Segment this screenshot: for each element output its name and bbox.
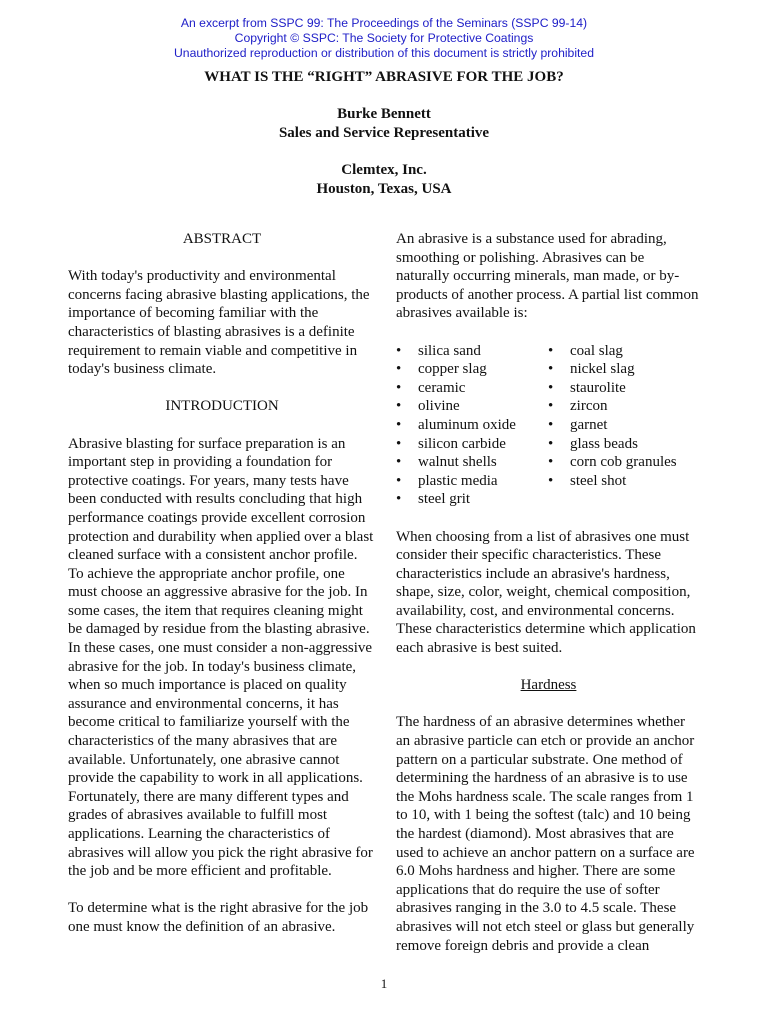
- introduction-paragraph: Abrasive blasting for surface preparation is an important step in providing a foundation for protective coatings. For years, many tests have been conducted with results concluding that high performance coatings provide excellent corrosion protection and durability when applied over a blast cleaned surface with a consistent anchor profile. To achieve the appropriate anchor profile, one must choose an aggressive abrasive for the job. In some cases, the item that requires cleaning might be damaged by residue from the blasting abrasive. In these cases, one must consider a non-aggressive abrasive for the job. In today's business climate, when so much importance is placed on quality assurance and environmental concerns, it has become critical to familiarize yourself with the characteristics of the many abrasives that are available. Unfortunately, one abrasive cannot provide the capability to work in all applications. Fortunately, there are many different types and grades of abrasives available to fulfill most applications. Learning the characteristics of abrasives will allow you pick the right abrasive for the job and be more efficient and profitable.: [68, 435, 374, 880]
- definition-paragraph-start: To determine what is the right abrasive for the job one must know the definition of an abrasive.: [68, 900, 369, 935]
- header-line-3: Unauthorized reproduction or distribution of this document is strictly prohibited: [173, 46, 594, 60]
- affiliation-location: Houston, Texas, USA: [316, 181, 452, 197]
- list-item: • nickel slag: [548, 361, 635, 378]
- bullet-icon: •: [548, 379, 554, 396]
- abstract-paragraph: With today's productivity and environmental concerns facing abrasive blasting applications, the importance of becoming familiar with the characteristics of blasting abrasives is a definite requirement to remain viable and competitive in today's business climate.: [68, 268, 370, 378]
- left-column: [68, 230, 376, 955]
- introduction-heading: INTRODUCTION: [165, 398, 279, 415]
- list-item: • steel grit: [396, 491, 471, 508]
- author-block: [0, 105, 768, 143]
- bullet-icon: •: [396, 491, 402, 508]
- list-item: • olivine: [396, 398, 460, 415]
- bullet-icon: •: [548, 435, 554, 452]
- bullet-icon: •: [396, 454, 402, 471]
- page-number: 1: [380, 976, 388, 991]
- bullet-icon: •: [396, 398, 402, 415]
- list-item: • glass beads: [548, 435, 638, 452]
- list-item: • ceramic: [396, 379, 466, 396]
- bullet-icon: •: [396, 435, 402, 452]
- bullet-icon: •: [396, 361, 402, 378]
- list-item: • plastic media: [396, 472, 498, 489]
- bullet-icon: •: [396, 472, 402, 489]
- bullet-icon: •: [548, 361, 554, 378]
- list-item: • silicon carbide: [396, 435, 506, 452]
- copyright-header: [0, 16, 768, 61]
- affiliation-company: Clemtex, Inc.: [341, 162, 427, 178]
- abstract-heading: ABSTRACT: [182, 231, 262, 247]
- list-item: • zircon: [548, 398, 608, 415]
- abrasive-list: [396, 342, 701, 509]
- hardness-heading: [396, 676, 701, 695]
- bullet-icon: •: [396, 416, 402, 433]
- list-item: • garnet: [548, 416, 608, 433]
- right-column: [396, 230, 701, 974]
- list-item: • steel shot: [548, 472, 627, 489]
- bullet-icon: •: [548, 416, 554, 433]
- abrasive-list-right: [548, 342, 677, 509]
- abrasive-list-left: [396, 342, 548, 509]
- hardness-paragraph: The hardness of an abrasive determines whether an abrasive particle can etch or provide an anchor pattern on a particular substrate. One method of determining the hardness of an abrasive is to use the Mohs hardness scale. The scale ranges from 1 to 10, with 1 being the softest (talc) and 10 being the hardest (diamond). Most abrasives that are used to achieve an anchor pattern on a surface are 6.0 Mohs hardness and higher. There are some applications that do require the use of softer abrasives ranging in the 3.0 to 4.5 scale. These abrasives will not etch steel or glass but generally remove foreign debris and provide a clean: [396, 714, 695, 954]
- list-item: • coal slag: [548, 342, 623, 359]
- header-line-2: Copyright © SSPC: The Society for Protective Coatings: [234, 31, 534, 45]
- list-item: • copper slag: [396, 361, 487, 378]
- definition-paragraph: An abrasive is a substance used for abrading, smoothing or polishing. Abrasives can be naturally occurring minerals, man made, or by-products of another process. A partial list common abrasives available is:: [396, 231, 699, 322]
- list-item: • corn cob granules: [548, 454, 677, 471]
- choosing-paragraph: When choosing from a list of abrasives one must consider their specific characteristics. These characteristics include an abrasive's hardness, shape, size, color, weight, chemical composition, availability, cost, and environmental concerns. These characteristics determine which application each abrasive is best suited.: [396, 528, 696, 657]
- author-role: Sales and Service Representative: [278, 125, 490, 141]
- paper-title: WHAT IS THE “RIGHT” ABRASIVE FOR THE JOB?: [204, 69, 564, 85]
- bullet-icon: •: [396, 342, 402, 359]
- bullet-icon: •: [548, 342, 554, 359]
- affiliation-block: [0, 161, 768, 199]
- bullet-icon: •: [548, 398, 554, 415]
- bullet-icon: •: [548, 472, 554, 489]
- list-item: • staurolite: [548, 379, 626, 396]
- header-line-1: An excerpt from SSPC 99: The Proceedings of the Seminars (SSPC 99-14): [180, 16, 588, 30]
- list-item: • walnut shells: [396, 454, 497, 471]
- author-name: Burke Bennett: [337, 106, 431, 122]
- bullet-icon: •: [396, 379, 402, 396]
- bullet-icon: •: [548, 454, 554, 471]
- list-item: • aluminum oxide: [396, 416, 516, 433]
- hardness-heading-text: Hardness: [520, 677, 577, 694]
- list-item: • silica sand: [396, 342, 481, 359]
